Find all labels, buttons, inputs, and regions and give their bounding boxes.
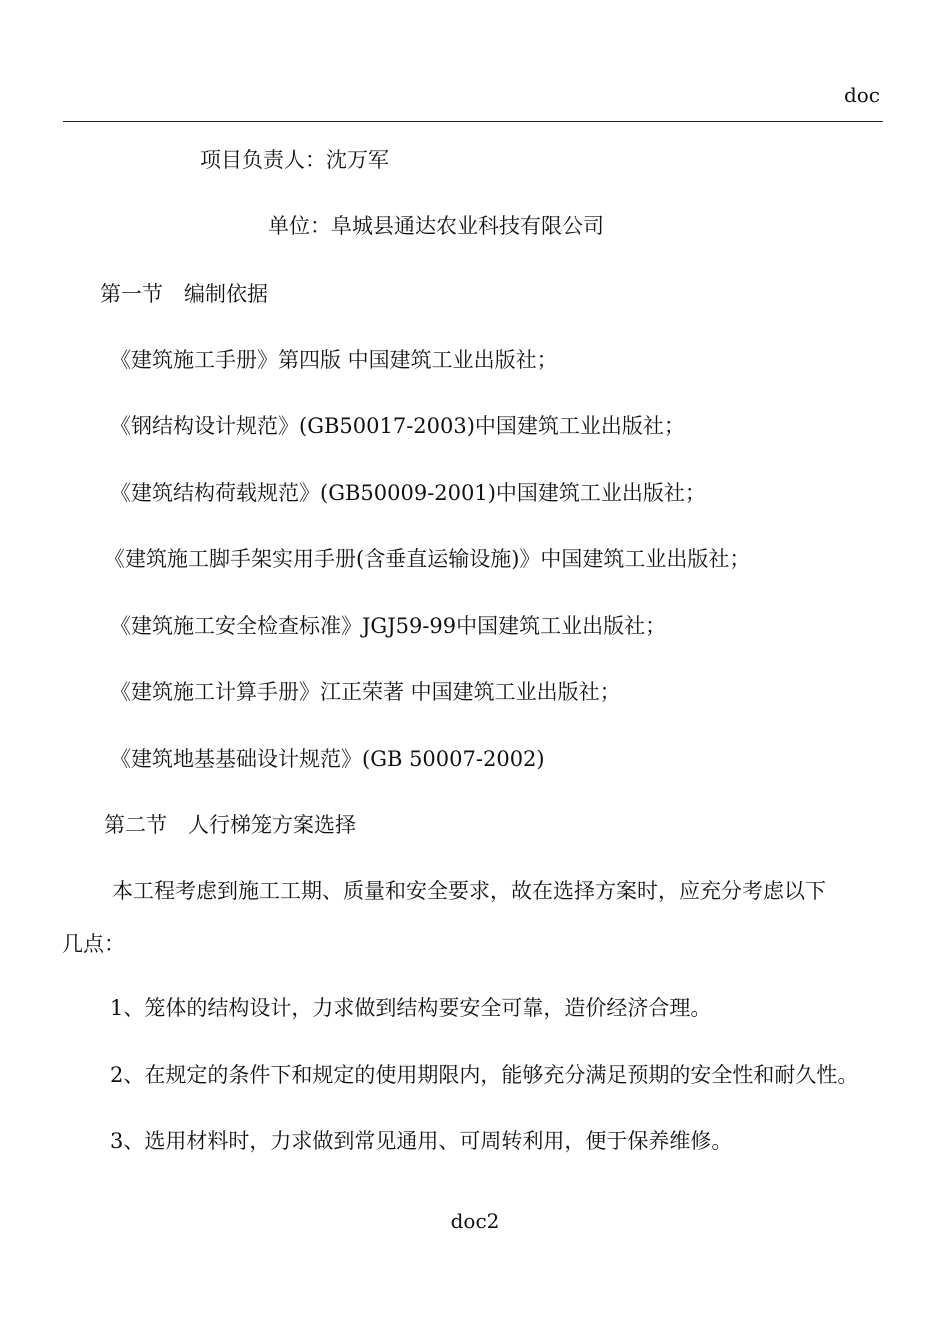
reference-item: 《建筑施工手册》第四版 中国建筑工业出版社； (110, 348, 558, 372)
section-1-title: 第一节 编制依据 (100, 282, 268, 306)
reference-item: 《钢结构设计规范》(GB50017-2003)中国建筑工业出版社； (110, 414, 685, 438)
point-item: 1、笼体的结构设计，力求做到结构要安全可靠，造价经济合理。 (110, 996, 712, 1020)
intro-paragraph-line-2: 几点： (62, 932, 125, 956)
intro-paragraph-line-1: 本工程考虑到施工工期、质量和安全要求，故在选择方案时，应充分考虑以下 (112, 879, 826, 903)
header-divider (63, 121, 883, 122)
footer-page-label: doc2 (450, 1209, 500, 1233)
point-item: 3、选用材料时，力求做到常见通用、可周转利用，便于保养维修。 (110, 1129, 733, 1153)
project-lead: 项目负责人：沈万军 (200, 148, 389, 172)
reference-item: 《建筑施工脚手架实用手册(含垂直运输设施)》中国建筑工业出版社； (104, 547, 751, 571)
point-item: 2、在规定的条件下和规定的使用期限内，能够充分满足预期的安全性和耐久性。 (110, 1063, 859, 1087)
reference-item: 《建筑地基基础设计规范》(GB 50007-2002) (110, 747, 545, 771)
unit-line: 单位：阜城县通达农业科技有限公司 (268, 214, 604, 238)
reference-item: 《建筑施工计算手册》江正荣著 中国建筑工业出版社； (110, 680, 621, 704)
header-doc-label: doc (843, 83, 880, 107)
section-2-title: 第二节 人行梯笼方案选择 (104, 813, 356, 837)
reference-item: 《建筑结构荷载规范》(GB50009-2001)中国建筑工业出版社； (110, 481, 706, 505)
reference-item: 《建筑施工安全检查标准》JGJ59-99中国建筑工业出版社； (110, 614, 667, 638)
